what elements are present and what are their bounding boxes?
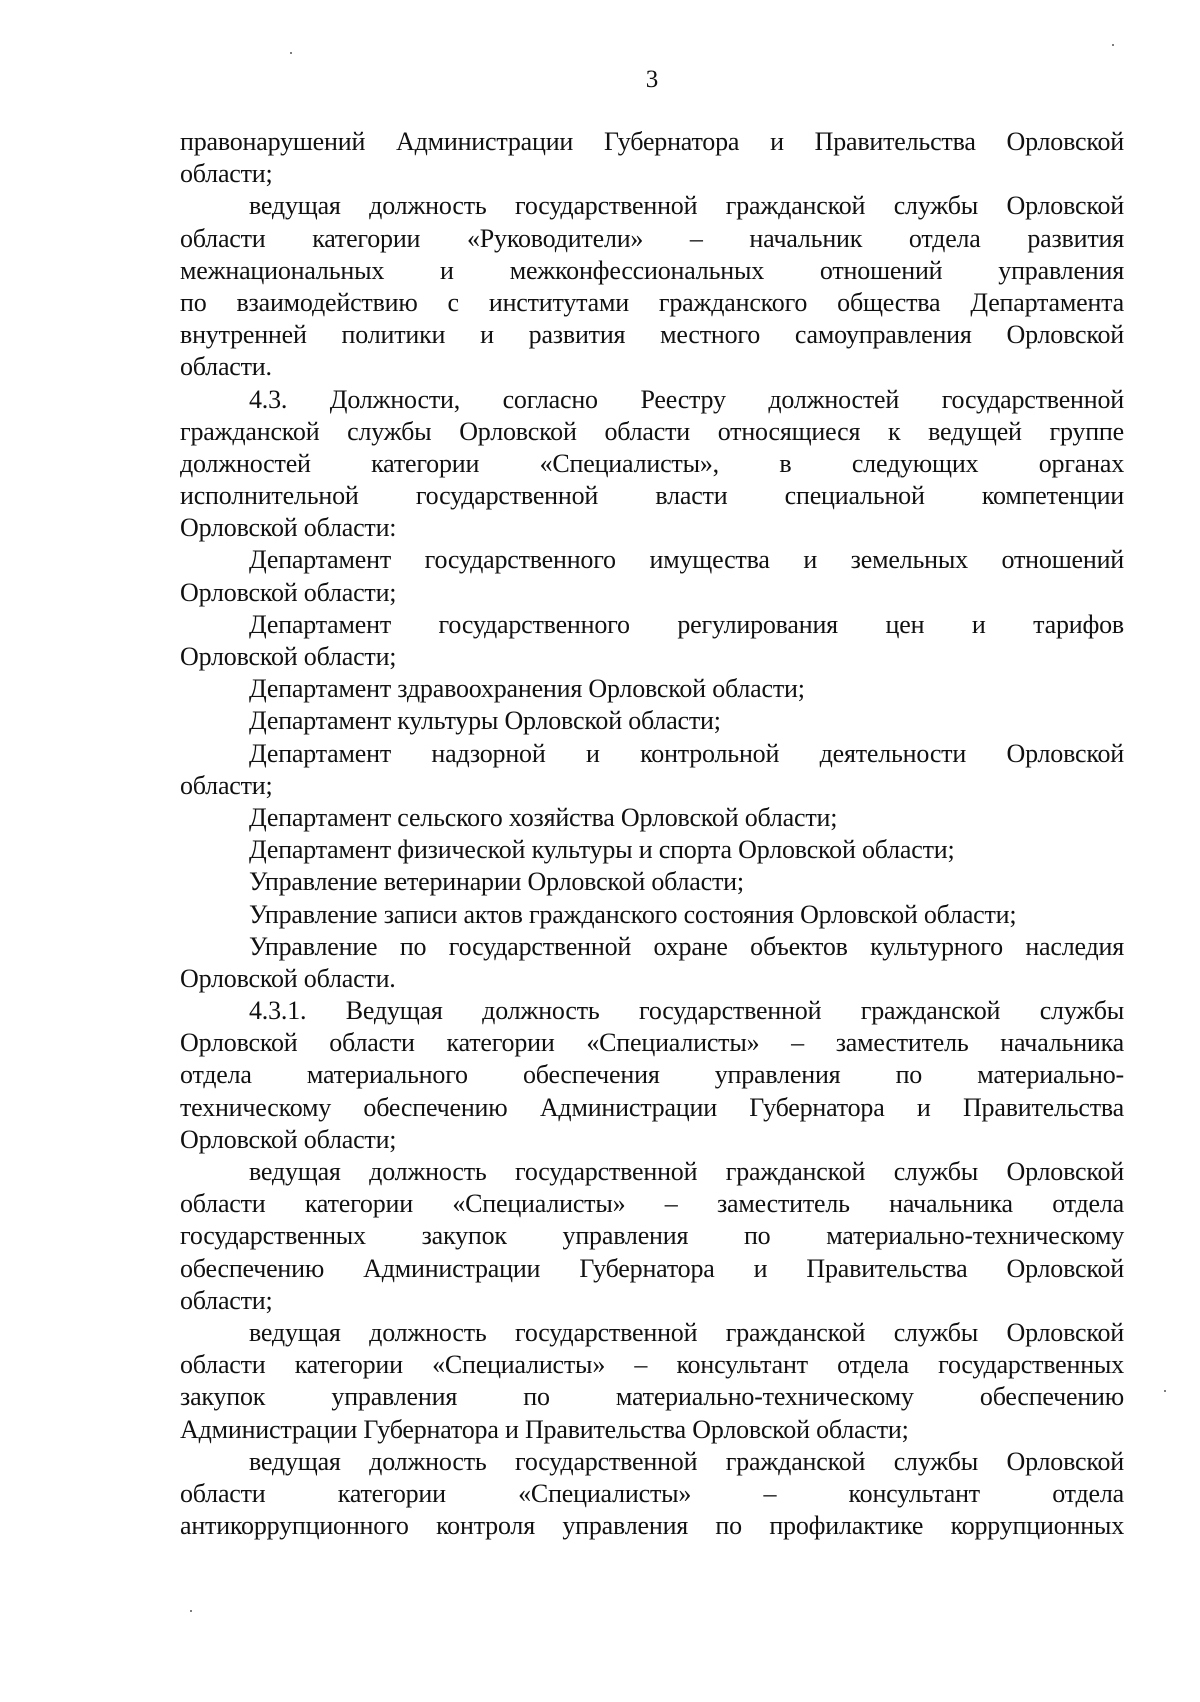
text-line: области категории «Специалисты» – консультант отдела государственных	[180, 1350, 1124, 1380]
text-line: межнациональных и межконфессиональных отношений управления	[180, 255, 1124, 285]
text-line: Управление записи актов гражданского состояния Орловской области;	[249, 899, 1017, 929]
text-line: области категории «Специалисты» – консультант отдела	[180, 1478, 1124, 1508]
text-line: 4.3. Должности, согласно Реестру должностей государственной	[249, 384, 1124, 414]
scan-speck	[190, 1610, 192, 1612]
paragraph	[180, 190, 1124, 383]
scan-speck	[1112, 44, 1114, 46]
paragraph	[180, 544, 1124, 608]
text-line: государственных закупок управления по материально-техническому	[180, 1221, 1124, 1251]
text-line: ведущая должность государственной гражданской службы Орловской	[249, 1446, 1124, 1476]
document-body	[180, 126, 1124, 1542]
paragraph	[180, 738, 1124, 802]
text-line: области;	[180, 770, 273, 800]
text-line: Орловской области категории «Специалисты» – заместитель начальника	[180, 1028, 1124, 1058]
text-line: Управление ветеринарии Орловской области;	[249, 867, 744, 897]
text-line: антикоррупционного контроля управления по профилактике коррупционных	[180, 1511, 1124, 1541]
text-line: Орловской области;	[180, 642, 397, 671]
paragraph	[180, 609, 1124, 673]
text-line: Департамент надзорной и контрольной деятельности Орловской	[249, 738, 1124, 768]
text-line: Администрации Губернатора и Правительства Орловской области;	[180, 1414, 909, 1444]
paragraph	[180, 1156, 1124, 1317]
text-line: области;	[180, 159, 273, 189]
text-line: области;	[180, 1285, 273, 1315]
text-line: Орловской области.	[180, 963, 396, 993]
paragraph	[180, 834, 1124, 866]
paragraph	[180, 1446, 1124, 1543]
text-line: 4.3.1. Ведущая должность государственной гражданской службы	[249, 996, 1124, 1026]
text-line: по взаимодействию с институтами гражданского общества Департамента	[180, 287, 1124, 317]
text-line: Департамент государственного имущества и земельных отношений	[249, 545, 1124, 575]
text-line: Управление по государственной охране объектов культурного наследия	[249, 931, 1124, 961]
paragraph	[180, 802, 1124, 834]
text-line: ведущая должность государственной гражданской службы Орловской	[249, 191, 1124, 221]
paragraph	[180, 866, 1124, 898]
paragraph	[180, 705, 1124, 737]
paragraph	[180, 1317, 1124, 1446]
text-line: Департамент сельского хозяйства Орловской области;	[249, 802, 838, 832]
text-line: Департамент государственного регулирования цен и тарифов	[249, 609, 1124, 639]
paragraph	[180, 931, 1124, 995]
text-line: Орловской области;	[180, 1124, 397, 1154]
text-line: ведущая должность государственной гражданской службы Орловской	[249, 1157, 1124, 1186]
scan-speck	[290, 52, 292, 54]
text-line: Орловской области;	[180, 577, 397, 607]
text-line: ведущая должность государственной гражданской службы Орловской	[249, 1317, 1124, 1347]
paragraph	[180, 673, 1124, 705]
text-line: техническому обеспечению Администрации Губернатора и Правительства	[180, 1092, 1124, 1122]
text-line: исполнительной государственной власти специальной компетенции	[180, 481, 1124, 511]
scan-speck	[1164, 1390, 1166, 1392]
text-line: правонарушений Администрации Губернатора и Правительства Орловской	[180, 127, 1124, 156]
text-line: области.	[180, 352, 272, 382]
text-line: внутренней политики и развития местного самоуправления Орловской	[180, 320, 1124, 350]
text-line: области категории «Руководители» – начальник отдела развития	[180, 223, 1124, 253]
text-line: гражданской службы Орловской области относящиеся к ведущей группе	[180, 416, 1124, 446]
text-line: Департамент здравоохранения Орловской области;	[249, 674, 805, 704]
page-number: 3	[645, 66, 659, 93]
text-line: обеспечению Администрации Губернатора и Правительства Орловской	[180, 1253, 1124, 1283]
paragraph	[180, 995, 1124, 1156]
text-line: должностей категории «Специалисты», в следующих органах	[180, 448, 1124, 478]
text-line: закупок управления по материально-техническому обеспечению	[180, 1382, 1124, 1412]
text-line: области категории «Специалисты» – заместитель начальника отдела	[180, 1189, 1124, 1219]
paragraph	[180, 899, 1124, 931]
text-line: Департамент культуры Орловской области;	[249, 706, 721, 736]
text-line: Департамент физической культуры и спорта Орловской области;	[249, 835, 955, 865]
paragraph	[180, 126, 1124, 190]
text-line: Орловской области:	[180, 513, 397, 543]
paragraph	[180, 384, 1124, 545]
text-line: отдела материального обеспечения управления по материально-	[180, 1060, 1124, 1090]
